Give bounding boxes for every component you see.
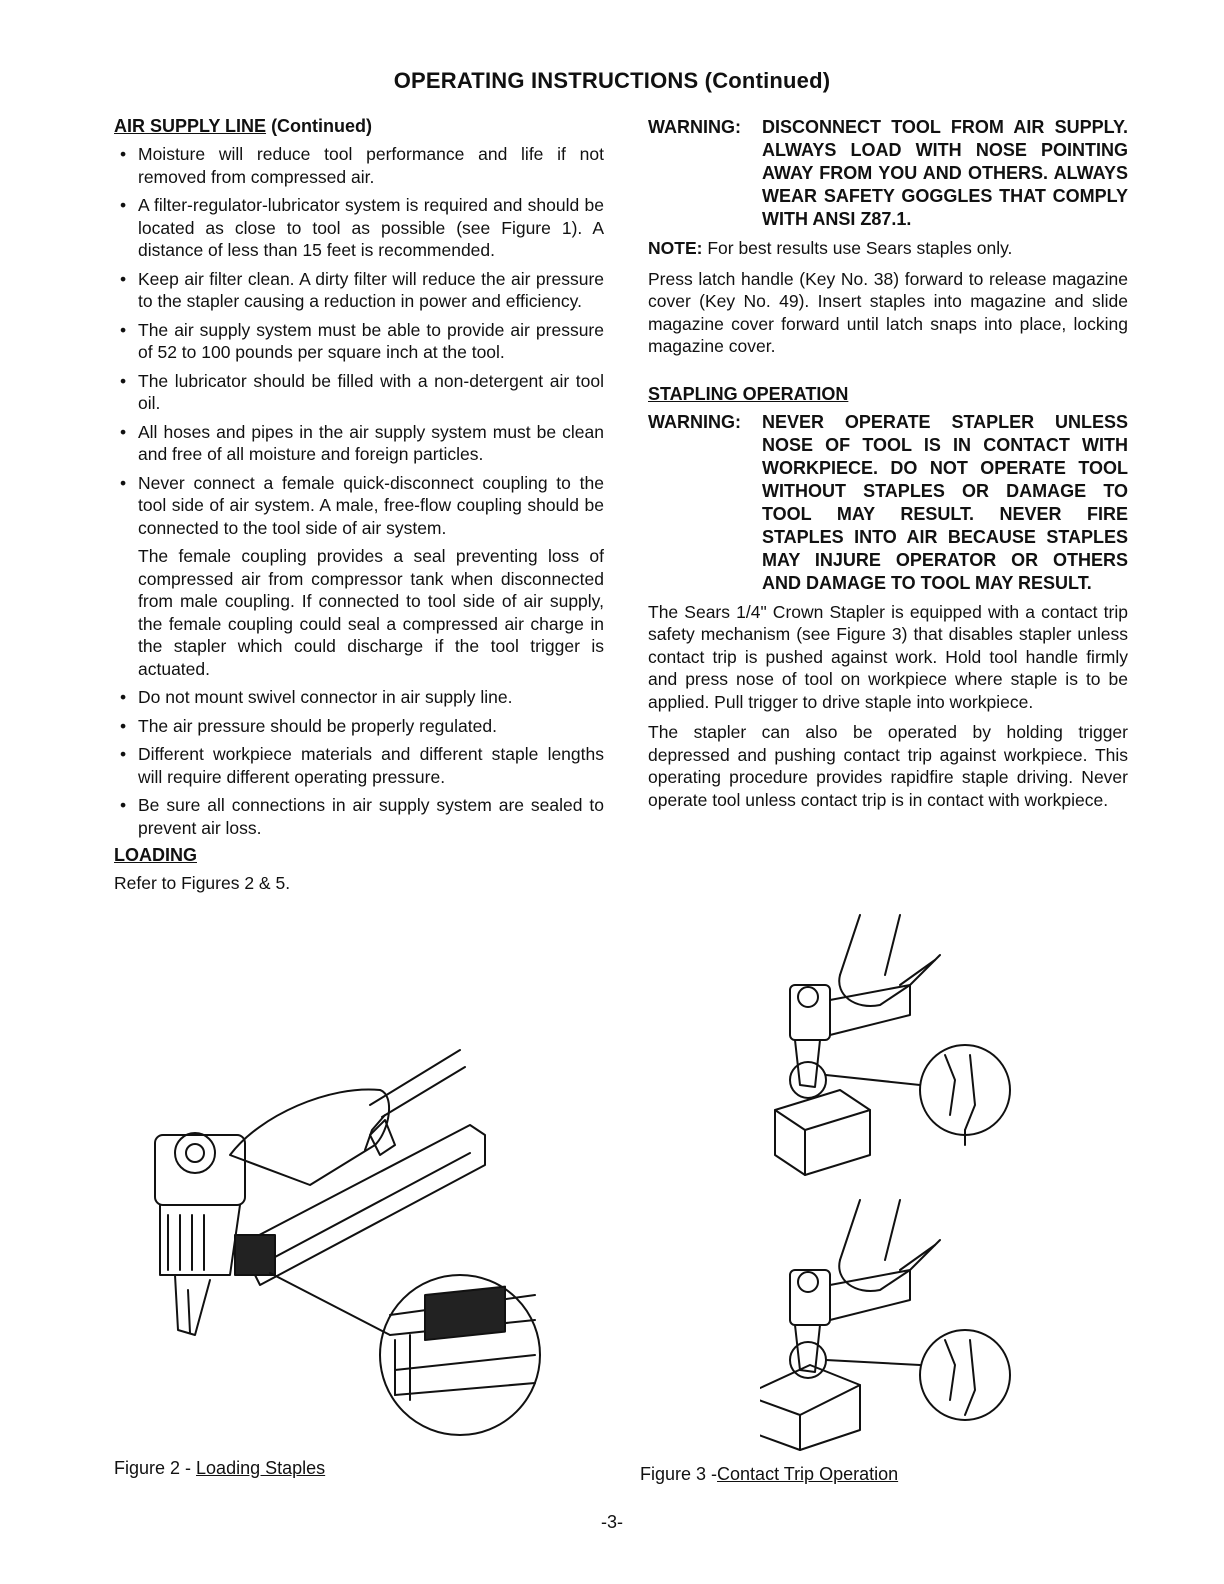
stapling-paragraph-2: The stapler can also be operated by holding trigger depressed and pushing contact trip against workpiece. This operating procedure provides rapidfire staple driving. Never operate tool unless contact trip is in contact with workpiece. [648,722,1128,810]
air-supply-heading-text: AIR SUPPLY LINE [114,116,267,136]
loading-heading [114,845,604,866]
list-item: • Be sure all connections in air supply system are sealed to prevent air loss. [114,794,604,839]
figure-2-caption [114,1458,325,1479]
air-supply-list-2 [114,686,604,839]
list-item: • Different workpiece materials and different staple lengths will require different operating pressure. [114,743,604,788]
female-coupling-paragraph: The female coupling provides a seal preventing loss of compressed air from compressor tank when disconnected from male coupling. If connected to tool side of air supply, the female coupling could seal a compressed air charge in the stapler which could discharge if the tool trigger is actuated. [138,546,604,679]
stapling-heading-text: STAPLING OPERATION [648,383,849,404]
list-item: • The air pressure should be properly regulated. [114,715,604,738]
warning-label: WARNING: [648,117,741,137]
warning-text: DISCONNECT TOOL FROM AIR SUPPLY. ALWAYS LOAD WITH NOSE POINTING AWAY FROM YOU AND OTHERS. ALWAYS WEAR SAFETY GOGGLES THAT COMPLY WITH ANSI Z87.1. [762,117,1128,229]
list-item: • The air supply system must be able to provide air pressure of 52 to 100 pounds per square inch at the tool. [114,319,604,364]
warning-text: NEVER OPERATE STAPLER UNLESS NOSE OF TOOL IS IN CONTACT WITH WORKPIECE. DO NOT OPERATE TOOL WITHOUT STAPLES OR DAMAGE TO TOOL MAY RESULT. NEVER FIRE STAPLES INTO AIR BECAUSE STAPLES MAY INJURE OPERATOR OR OTHERS AND DAMAGE TO TOOL MAY RESULT. [762,411,1128,593]
list-item: • All hoses and pipes in the air supply system must be clean and free of all moisture and foreign particles. [114,421,604,466]
list-item: • A filter-regulator-lubricator system is required and should be located as close to tool as possible (see Figure 1). A distance of less than 15 feet is recommended. [114,194,604,262]
loading-instructions: Press latch handle (Key No. 38) forward to release magazine cover (Key No. 49). Insert staples into magazine and slide magazine cover forward until latch snaps into place, locking magazine cover. [648,268,1128,356]
list-item: • The lubricator should be filled with a non-detergent air tool oil. [114,370,604,415]
air-supply-heading-suffix: (Continued) [271,116,373,136]
page-title: OPERATING INSTRUCTIONS (Continued) [393,68,831,93]
right-column [648,116,1128,819]
loading-heading-text: LOADING [114,845,197,865]
loading-staples-illustration [140,1035,570,1445]
left-column [114,116,604,903]
figure-2-prefix: Figure 2 - [114,1458,197,1478]
figure-2-caption-text: Loading Staples [196,1458,326,1478]
note-label: NOTE: [648,238,703,258]
figure-3-caption-text: Contact Trip Operation [717,1464,899,1484]
stapling-heading [648,384,1128,405]
loading-reference: Refer to Figures 2 & 5. [114,873,291,893]
air-supply-list [114,143,604,539]
figure-3-prefix: Figure 3 - [640,1464,718,1484]
stapling-paragraph-1: The Sears 1/4" Crown Stapler is equipped with a contact trip safety mechanism (see Figure 3) that disables stapler unless contact trip is pushed against work. Hold tool handle firmly and press nose of tool on workpiece where staple is to be applied. Pull trigger to drive staple into workpiece. [648,601,1128,712]
figure-3-caption [640,1464,898,1485]
air-supply-heading [114,116,604,137]
stapling-warning [648,411,1128,595]
list-item: • Never connect a female quick-disconnect coupling to the tool side of air system. A male, free-flow coupling should be connected to the tool side of air system. [114,472,604,540]
list-item: • Do not mount swivel connector in air supply line. [114,686,604,709]
page-number: -3- [601,1512,623,1532]
note [648,237,1128,260]
loading-warning [648,116,1128,231]
note-text: For best results use Sears staples only. [707,238,1013,258]
contact-trip-illustration [760,905,1060,1465]
list-item: • Keep air filter clean. A dirty filter will reduce the air pressure to the stapler causing a reduction in power and efficiency. [114,268,604,313]
warning-label: WARNING: [648,411,741,432]
list-item: • Moisture will reduce tool performance and life if not removed from compressed air. [114,143,604,188]
